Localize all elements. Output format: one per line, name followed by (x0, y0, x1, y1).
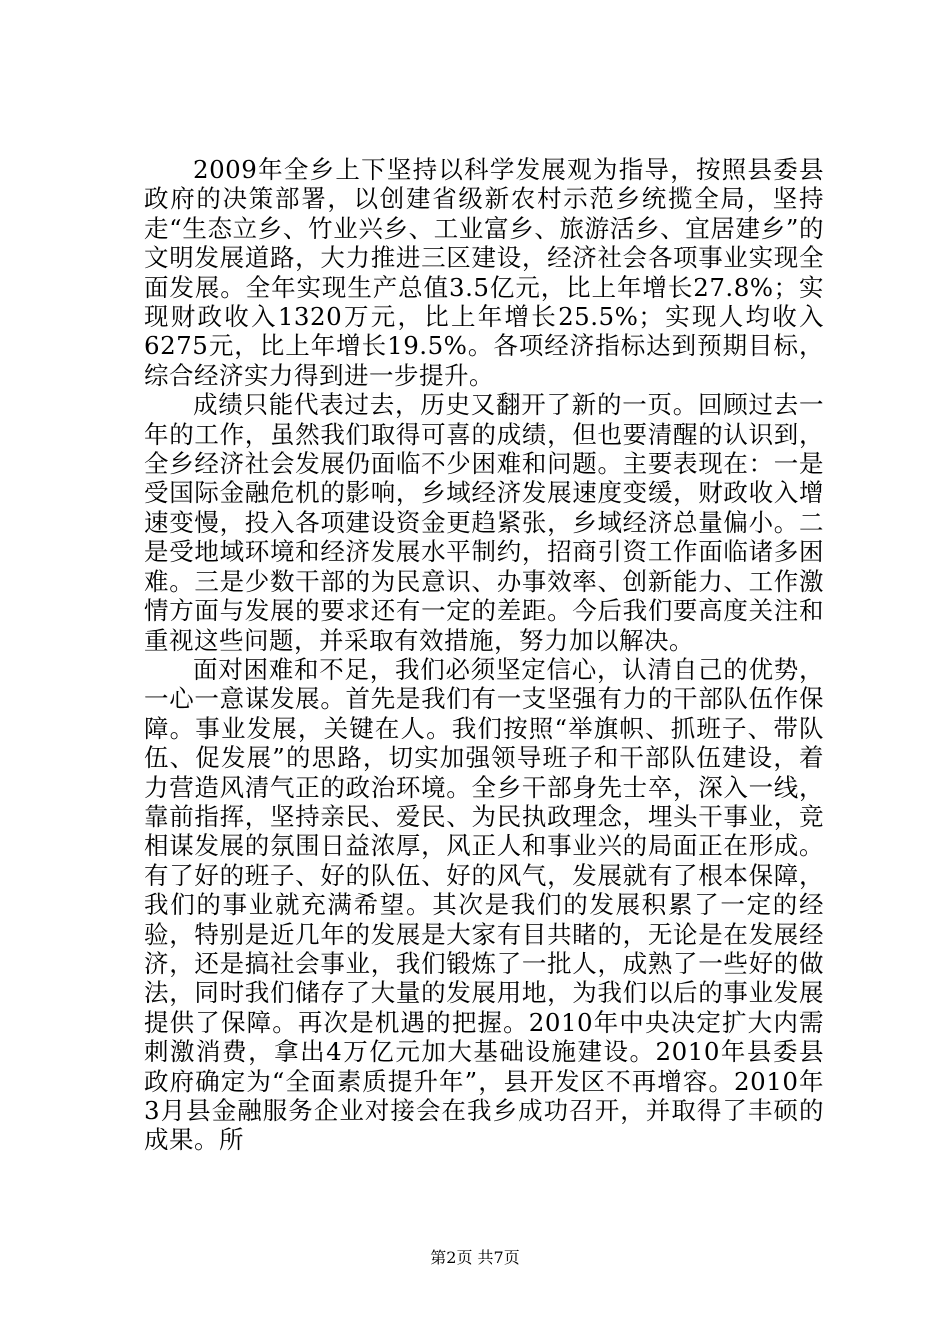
paragraph-2: 成绩只能代表过去，历史又翻开了新的一页。回顾过去一年的工作，虽然我们取得可喜的成绩，但也要清醒的认识到，全乡经济社会发展仍面临不少困难和问题。主要表现在：一是受国际金融危机的影响，乡域经济发展速度变缓，财政收入增速变慢，投入各项建设资金更趋紧张，乡域经济总量偏小。二是受地域环境和经济发展水平制约，招商引资工作面临诸多困难。三是少数干部的为民意识、办事效率、创新能力、工作激情方面与发展的要求还有一定的差距。今后我们要高度关注和重视这些问题，并采取有效措施，努力加以解决。 (144, 390, 824, 655)
paragraph-3: 面对困难和不足，我们必须坚定信心，认清自己的优势，一心一意谋发展。首先是我们有一支坚强有力的干部队伍作保障。事业发展，关键在人。我们按照“举旗帜、抓班子、带队伍、促发展”的思路，切实加强领导班子和干部队伍建设，着力营造风清气正的政治环境。全乡干部身先士卒，深入一线，靠前指挥，坚持亲民、爱民、为民执政理念，埋头干事业，竞相谋发展的氛围日益浓厚，风正人和事业兴的局面正在形成。有了好的班子、好的队伍、好的风气，发展就有了根本保障，我们的事业就充满希望。其次是我们的发展积累了一定的经验，特别是近几年的发展是大家有目共睹的，无论是在发展经济，还是搞社会事业，我们锻炼了一批人，成熟了一些好的做法，同时我们储存了大量的发展用地，为我们以后的事业发展提供了保障。再次是机遇的把握。2010年中央决定扩大内需刺激消费，拿出4万亿元加大基础设施建设。2010年县委县政府确定为“全面素质提升年”，县开发区不再增容。2010年3月县金融服务企业对接会在我乡成功召开，并取得了丰硕的成果。所 (144, 654, 824, 1155)
document-body (144, 155, 824, 1155)
paragraph-1: 2009年全乡上下坚持以科学发展观为指导，按照县委县政府的决策部署，以创建省级新农村示范乡统揽全局，坚持走“生态立乡、竹业兴乡、工业富乡、旅游活乡、宜居建乡”的文明发展道路，大力推进三区建设，经济社会各项事业实现全面发展。全年实现生产总值3.5亿元，比上年增长27.8%；实现财政收入1320万元，比上年增长25.5%；实现人均收入6275元，比上年增长19.5%。各项经济指标达到预期目标，综合经济实力得到进一步提升。 (144, 155, 824, 390)
page-number-footer: 第2页 共7页 (430, 1248, 520, 1267)
